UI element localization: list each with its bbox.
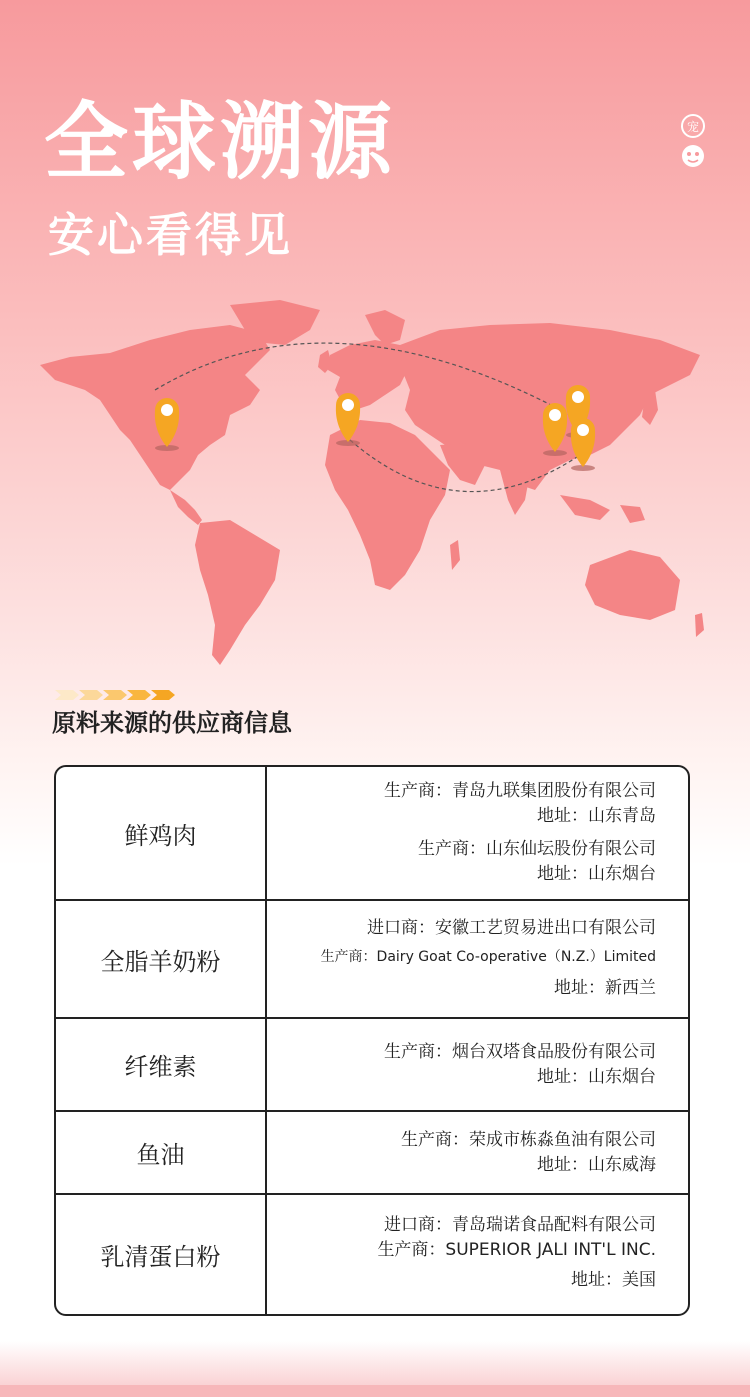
brand-badge-icon <box>679 112 707 172</box>
ingredient-name: 鲜鸡肉 <box>56 767 266 900</box>
ingredient-name: 纤维素 <box>56 1018 266 1111</box>
ingredient-name: 乳清蛋白粉 <box>56 1194 266 1314</box>
supplier-line: 地址：新西兰 <box>554 977 656 998</box>
table-row <box>56 767 688 900</box>
supplier-info <box>266 900 688 1018</box>
supplier-info <box>266 1018 688 1111</box>
table-row <box>56 1194 688 1314</box>
supplier-table <box>54 765 690 1316</box>
supplier-line: 生产商：青岛九联集团股份有限公司 <box>384 781 656 801</box>
supplier-line: 地址：山东青岛 <box>537 806 656 826</box>
supplier-line: 地址：山东烟台 <box>537 864 656 884</box>
supplier-info <box>266 1194 688 1314</box>
supplier-line: 生产商：烟台双塔食品股份有限公司 <box>384 1041 656 1062</box>
supplier-info <box>266 767 688 900</box>
table-row <box>56 1018 688 1111</box>
supplier-info <box>266 1111 688 1194</box>
ingredient-name: 全脂羊奶粉 <box>56 900 266 1018</box>
table-row <box>56 900 688 1018</box>
supplier-line: 进口商：青岛瑞诺食品配料有限公司 <box>384 1214 656 1235</box>
supplier-line: 进口商：安徽工艺贸易进出口有限公司 <box>367 917 656 938</box>
badge-char: 宠 <box>686 120 700 134</box>
supplier-line: 生产商：Dairy Goat Co-operative（N.Z.）Limited <box>320 948 656 965</box>
ingredient-name: 鱼油 <box>56 1111 266 1194</box>
supplier-line: 生产商：SUPERIOR JALI INT'L INC. <box>377 1239 656 1260</box>
supplier-line: 生产商：山东仙坛股份有限公司 <box>418 839 656 859</box>
supplier-line: 地址：美国 <box>571 1269 656 1290</box>
continents <box>40 300 704 665</box>
location-pin-icon <box>571 418 595 471</box>
chevron-divider-icon <box>55 690 175 700</box>
supplier-line: 地址：山东烟台 <box>537 1066 656 1087</box>
hero-title: 全球溯源 <box>44 93 397 191</box>
bottom-bar <box>0 1385 750 1397</box>
supplier-line: 生产商：荣成市栋淼鱼油有限公司 <box>401 1129 656 1150</box>
row-spacer <box>267 829 656 837</box>
hero-subtitle: 安心看得见 <box>48 208 293 262</box>
section-title: 原料来源的供应商信息 <box>52 709 292 737</box>
table-row <box>56 1111 688 1194</box>
world-map <box>30 295 720 675</box>
supplier-line: 地址：山东威海 <box>537 1154 656 1175</box>
